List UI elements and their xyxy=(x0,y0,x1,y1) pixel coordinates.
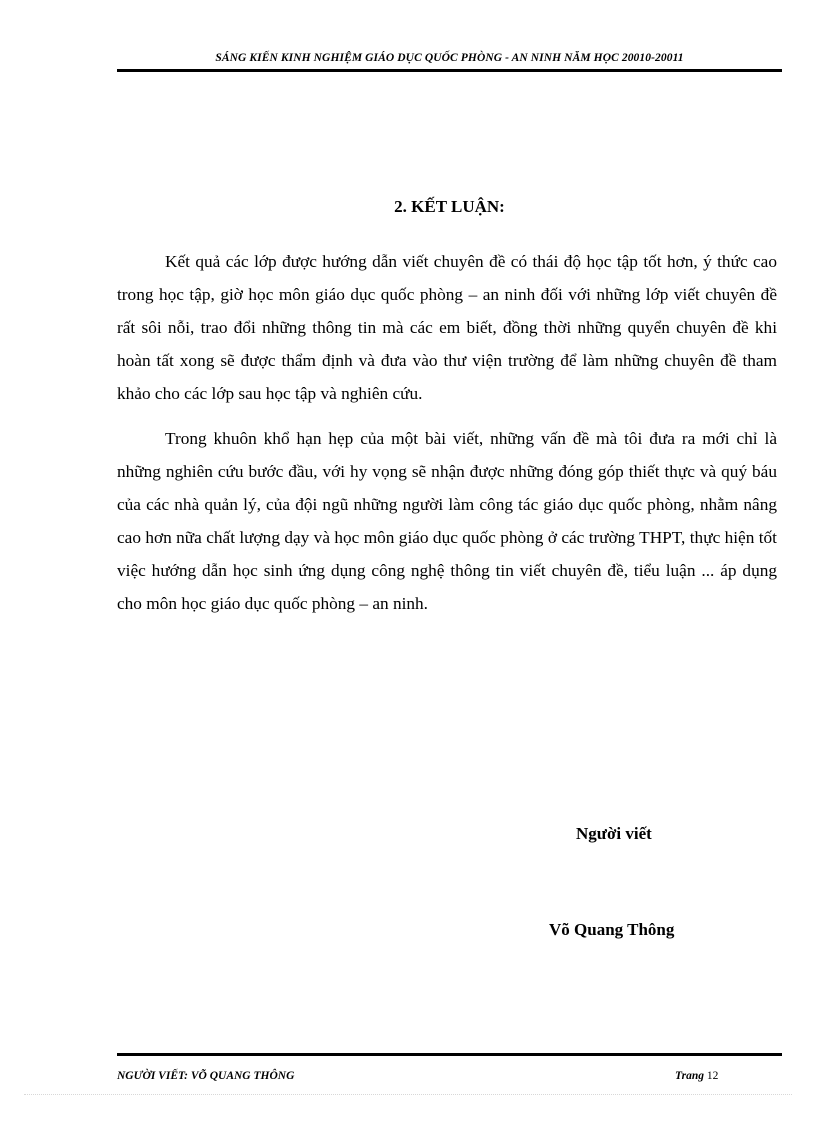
paragraph-conclusion-results: Kết quả các lớp được hướng dẫn viết chuyên đề có thái độ học tập tốt hơn, ý thức cao trong học tập, giờ học môn giáo dục quốc phòng – an ninh đối với những lớp viết chuyên đề rất sôi nỗi, trao đổi những thông tin mà các em biết, đồng thời những quyển chuyên đề khi hoàn tất xong sẽ được thẩm định và đưa vào thư viện trường để làm những chuyên đề tham khảo cho các lớp sau học tập và nghiên cứu. xyxy=(117,252,777,403)
page-number xyxy=(675,1070,718,1082)
running-header: SÁNG KIẾN KINH NGHIỆM GIÁO DỤC QUỐC PHÒNG - AN NINH NĂM HỌC 20010-20011 xyxy=(215,52,684,64)
signature-name: Võ Quang Thông xyxy=(549,920,675,939)
page-edge-divider xyxy=(24,1094,792,1095)
footer-author: NGƯỜI VIẾT: VÕ QUANG THÔNG xyxy=(117,1070,295,1082)
page-number-value: 12 xyxy=(706,1070,719,1082)
paragraph-conclusion-hopes: Trong khuôn khổ hạn hẹp của một bài viết, những vấn đề mà tôi đưa ra mới chỉ là những nghiên cứu bước đầu, với hy vọng sẽ nhận được những đóng góp thiết thực và quý báu của các nhà quản lý, của đội ngũ những người làm công tác giáo dục quốc phòng, nhằm nâng cao hơn nữa chất lượng dạy và học môn giáo dục quốc phòng ở các trường THPT, thực hiện tốt việc hướng dẫn học sinh ứng dụng công nghệ thông tin viết chuyên đề, tiểu luận ... áp dụng cho môn học giáo dục quốc phòng – an ninh. xyxy=(117,429,777,613)
section-title: 2. KẾT LUẬN: xyxy=(394,197,505,216)
footer-rule xyxy=(117,1053,782,1056)
signature-label: Người viết xyxy=(576,824,652,843)
header-rule xyxy=(117,69,782,72)
page-number-label: Trang xyxy=(675,1070,704,1082)
